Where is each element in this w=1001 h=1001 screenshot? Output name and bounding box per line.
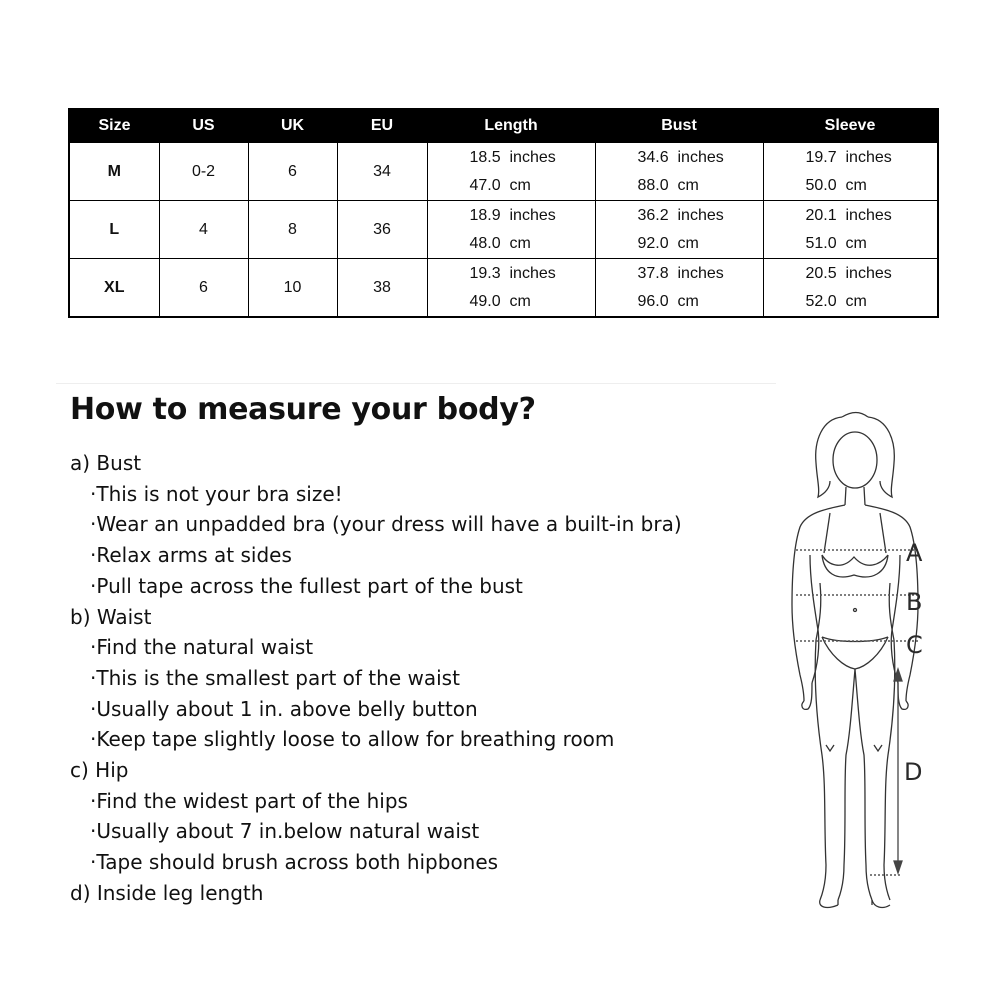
unit-label: cm bbox=[845, 292, 867, 310]
section-heading: a) Bust bbox=[70, 451, 142, 475]
bust-cm-line bbox=[638, 288, 763, 316]
bust-cell bbox=[595, 143, 763, 201]
sleeve-in-value: 19.7 bbox=[805, 148, 837, 166]
label-a: A bbox=[906, 539, 923, 567]
sleeve-cm-value: 50.0 bbox=[805, 176, 837, 194]
us-cell: 4 bbox=[159, 201, 248, 259]
sleeve-in-line bbox=[806, 202, 938, 230]
unit-label: cm bbox=[677, 234, 699, 252]
table-row bbox=[69, 201, 938, 259]
us-cell: 6 bbox=[159, 259, 248, 318]
sleeve-cm-value: 52.0 bbox=[805, 292, 837, 310]
header-eu: EU bbox=[337, 109, 427, 143]
length-cm-line bbox=[470, 230, 595, 258]
sleeve-in-line bbox=[806, 260, 938, 288]
instruction-item: ·This is the smallest part of the waist bbox=[90, 665, 460, 690]
table-row bbox=[69, 259, 938, 318]
instruction-item: ·Usually about 1 in. above belly button bbox=[90, 696, 478, 721]
instruction-item: ·Find the widest part of the hips bbox=[90, 788, 408, 813]
label-b: B bbox=[906, 588, 923, 616]
header-size: Size bbox=[69, 109, 159, 143]
eu-cell: 38 bbox=[337, 259, 427, 318]
unit-label: cm bbox=[509, 234, 531, 252]
bust-cm-value: 96.0 bbox=[637, 292, 669, 310]
length-in-line bbox=[470, 144, 595, 172]
size-cell: M bbox=[69, 143, 159, 201]
size-chart-table bbox=[68, 108, 939, 318]
sleeve-cell bbox=[763, 143, 938, 201]
instruction-item: ·Usually about 7 in.below natural waist bbox=[90, 819, 480, 844]
length-cell bbox=[427, 143, 595, 201]
header-us: US bbox=[159, 109, 248, 143]
instruction-item: ·Wear an unpadded bra (your dress will have a built-in bra) bbox=[90, 512, 682, 537]
sleeve-cell bbox=[763, 201, 938, 259]
bust-cm-value: 92.0 bbox=[637, 234, 669, 252]
sleeve-cm-value: 51.0 bbox=[805, 234, 837, 252]
bust-cell bbox=[595, 259, 763, 318]
length-cm-line bbox=[470, 172, 595, 200]
instruction-item: ·Find the natural waist bbox=[90, 635, 314, 660]
unit-label: cm bbox=[509, 292, 531, 310]
sleeve-cm-line bbox=[806, 172, 938, 200]
length-cell bbox=[427, 201, 595, 259]
measurement-instructions bbox=[70, 448, 682, 909]
length-cm-value: 49.0 bbox=[469, 292, 501, 310]
sleeve-in-value: 20.5 bbox=[805, 264, 837, 282]
sleeve-in-line bbox=[806, 144, 938, 172]
unit-label: cm bbox=[845, 234, 867, 252]
label-d: D bbox=[904, 758, 923, 786]
unit-label: inches bbox=[845, 264, 892, 282]
bust-in-value: 37.8 bbox=[637, 264, 669, 282]
section-heading: c) Hip bbox=[70, 758, 129, 783]
length-in-value: 18.5 bbox=[469, 148, 501, 166]
length-in-value: 19.3 bbox=[469, 264, 501, 282]
size-table-header-row bbox=[69, 109, 938, 143]
unit-label: inches bbox=[677, 206, 724, 224]
section-heading: b) Waist bbox=[70, 604, 152, 629]
section-heading: d) Inside leg length bbox=[70, 880, 264, 905]
bust-in-line bbox=[638, 202, 763, 230]
sleeve-cm-line bbox=[806, 230, 938, 258]
bust-in-value: 34.6 bbox=[637, 148, 669, 166]
us-cell: 0-2 bbox=[159, 143, 248, 201]
header-uk: UK bbox=[248, 109, 337, 143]
unit-label: inches bbox=[845, 148, 892, 166]
body-measurement-figure bbox=[770, 405, 940, 915]
unit-label: inches bbox=[509, 206, 556, 224]
unit-label: inches bbox=[677, 264, 724, 282]
length-in-line bbox=[470, 260, 595, 288]
length-cm-line bbox=[470, 288, 595, 316]
sleeve-in-value: 20.1 bbox=[805, 206, 837, 224]
length-cell bbox=[427, 259, 595, 318]
bust-in-value: 36.2 bbox=[637, 206, 669, 224]
unit-label: inches bbox=[677, 148, 724, 166]
instruction-item: ·Relax arms at sides bbox=[90, 543, 292, 568]
unit-label: inches bbox=[509, 148, 556, 166]
section-divider bbox=[56, 383, 776, 384]
eu-cell: 34 bbox=[337, 143, 427, 201]
length-cm-value: 48.0 bbox=[469, 234, 501, 252]
sleeve-cell bbox=[763, 259, 938, 318]
unit-label: cm bbox=[677, 176, 699, 194]
guide-title: How to measure your body? bbox=[70, 392, 536, 427]
bust-cm-line bbox=[638, 172, 763, 200]
bust-cm-value: 88.0 bbox=[637, 176, 669, 194]
unit-label: cm bbox=[845, 176, 867, 194]
sleeve-cm-line bbox=[806, 288, 938, 316]
length-cm-value: 47.0 bbox=[469, 176, 501, 194]
uk-cell: 10 bbox=[248, 259, 337, 318]
header-sleeve: Sleeve bbox=[763, 109, 938, 143]
length-in-line bbox=[470, 202, 595, 230]
instruction-item: ·Keep tape slightly loose to allow for breathing room bbox=[90, 727, 615, 752]
instruction-item: ·Tape should brush across both hipbones bbox=[90, 850, 499, 875]
eu-cell: 36 bbox=[337, 201, 427, 259]
uk-cell: 6 bbox=[248, 143, 337, 201]
unit-label: cm bbox=[677, 292, 699, 310]
bust-cm-line bbox=[638, 230, 763, 258]
label-c: C bbox=[906, 631, 923, 659]
instruction-item: ·Pull tape across the fullest part of the bust bbox=[90, 573, 523, 598]
uk-cell: 8 bbox=[248, 201, 337, 259]
bust-in-line bbox=[638, 260, 763, 288]
bust-in-line bbox=[638, 144, 763, 172]
unit-label: inches bbox=[845, 206, 892, 224]
size-cell: XL bbox=[69, 259, 159, 318]
length-in-value: 18.9 bbox=[469, 206, 501, 224]
unit-label: cm bbox=[509, 176, 531, 194]
header-length: Length bbox=[427, 109, 595, 143]
size-cell: L bbox=[69, 201, 159, 259]
unit-label: inches bbox=[509, 264, 556, 282]
bust-cell bbox=[595, 201, 763, 259]
instruction-item: ·This is not your bra size! bbox=[90, 481, 343, 506]
header-bust: Bust bbox=[595, 109, 763, 143]
table-row bbox=[69, 143, 938, 201]
